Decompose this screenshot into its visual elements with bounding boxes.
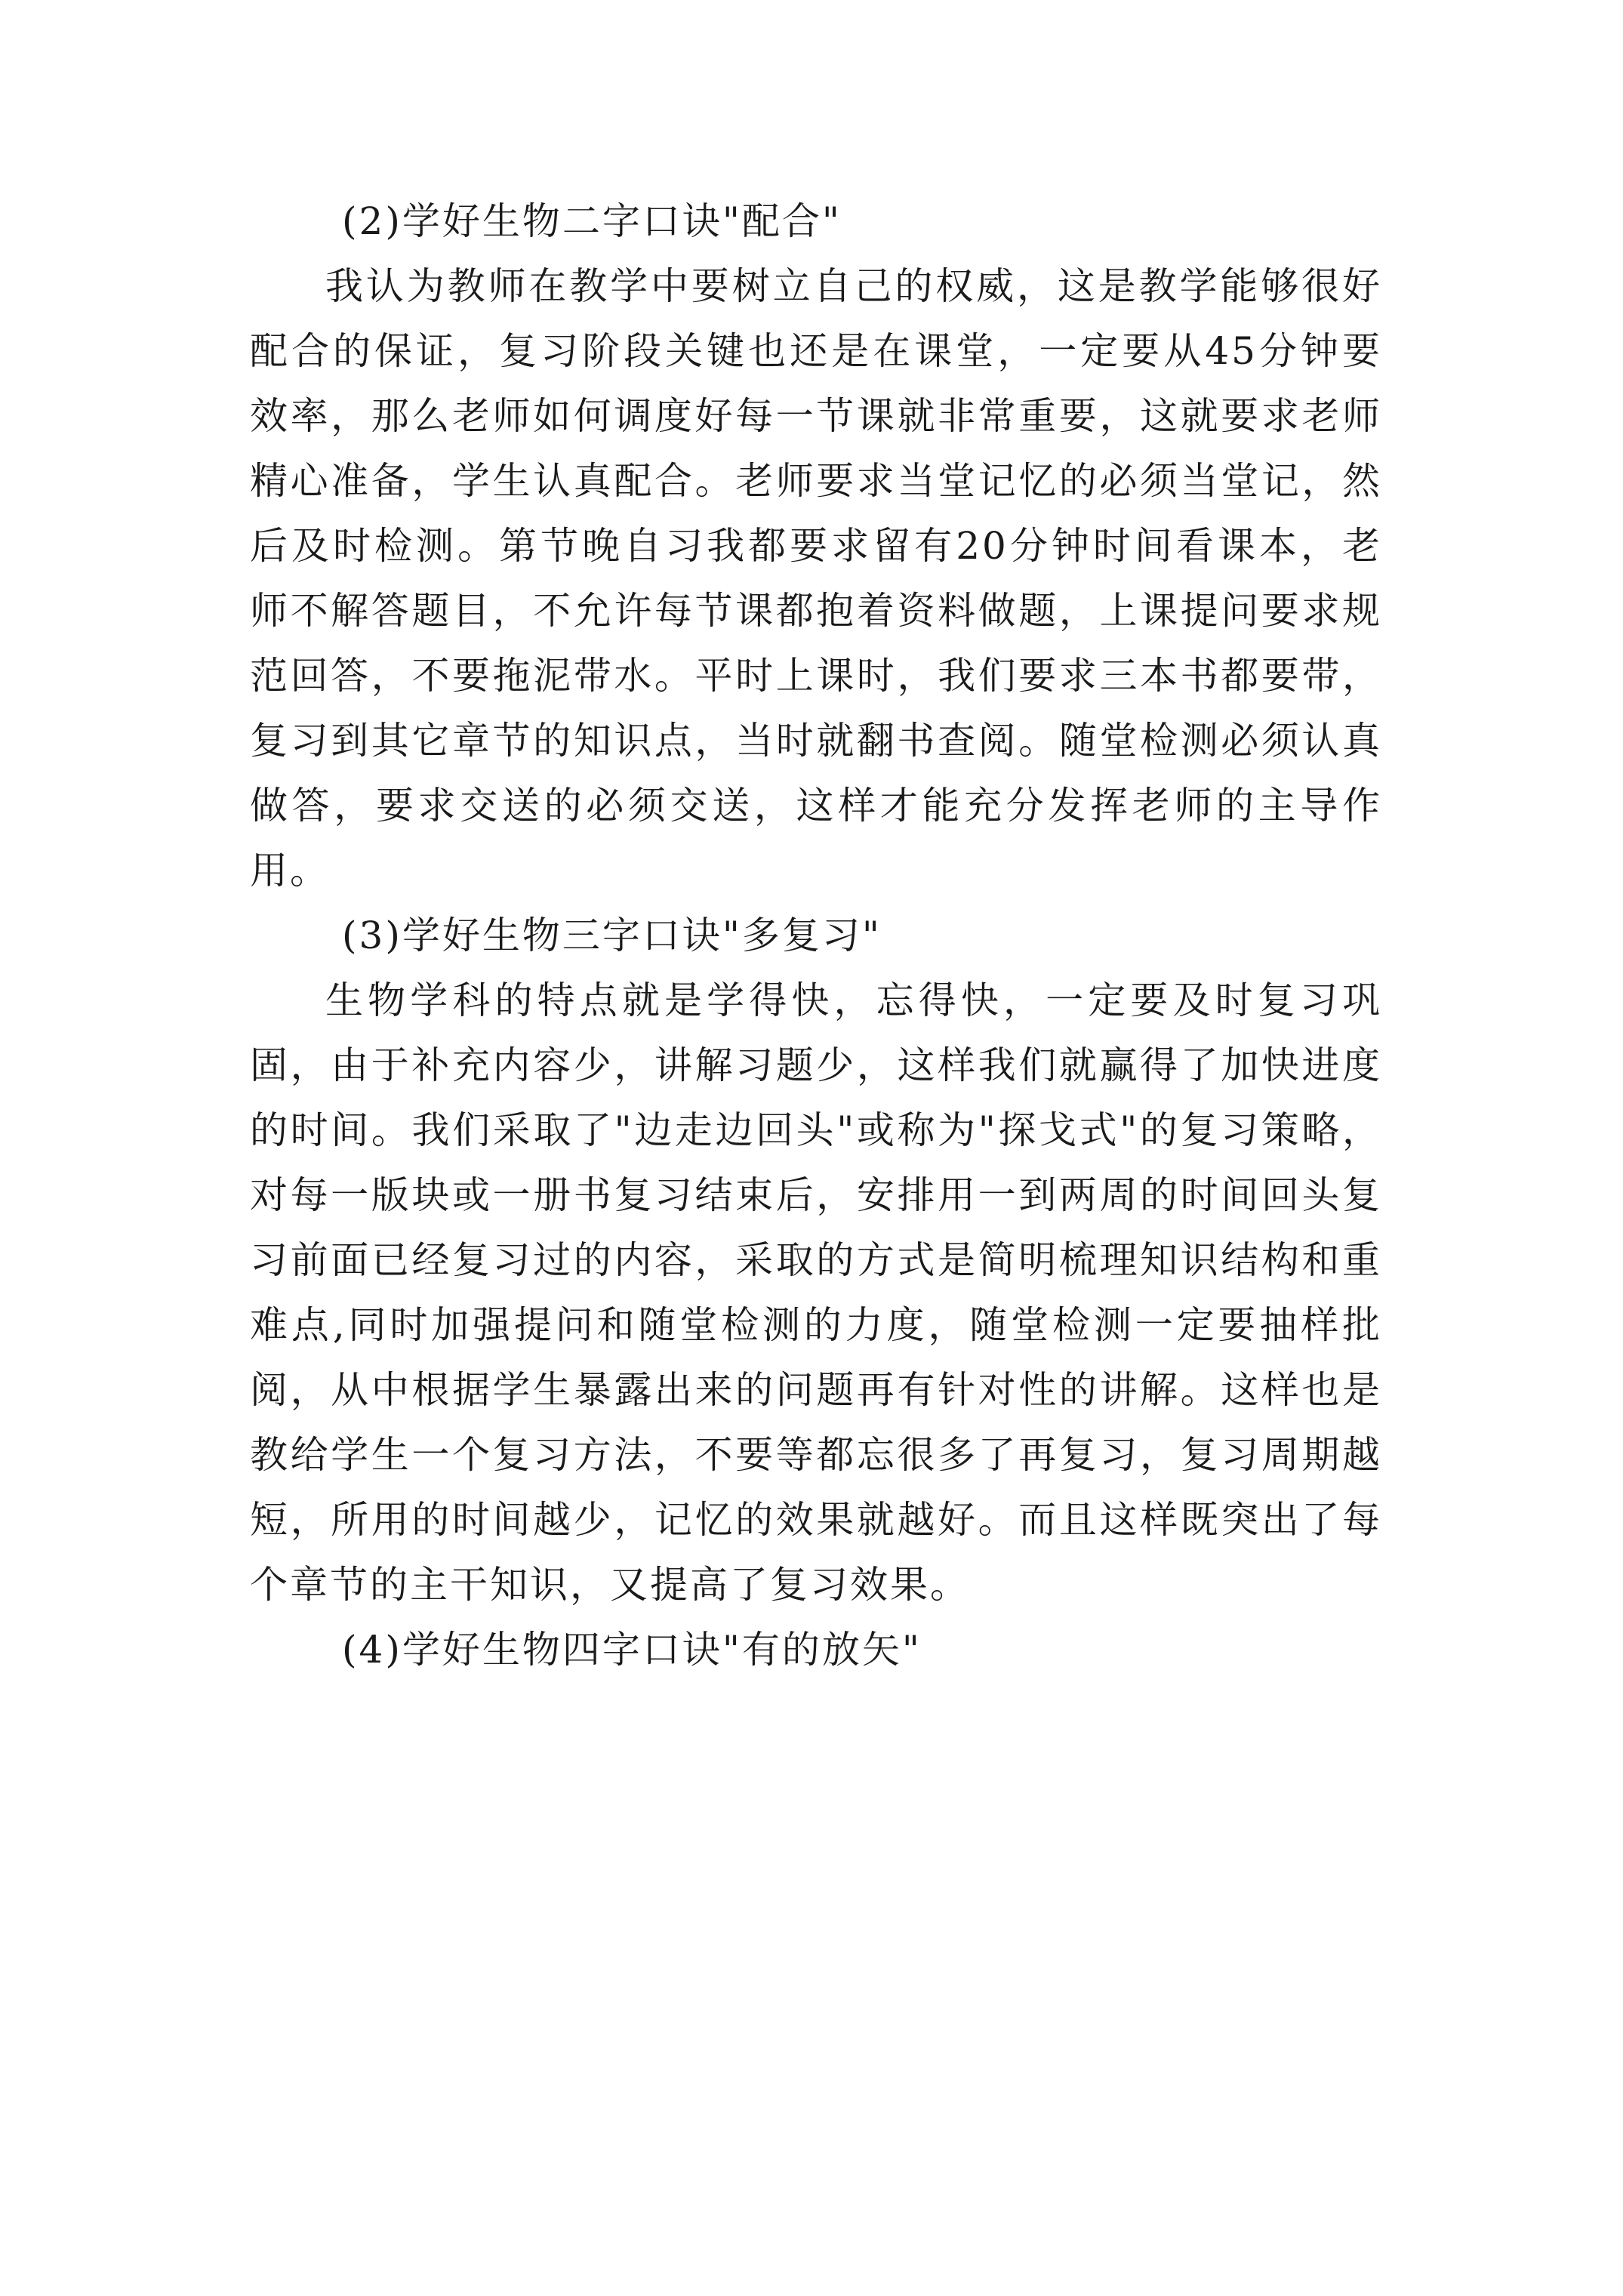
- section-heading-4: (4)学好生物四字口诀"有的放矢": [342, 1628, 922, 1672]
- section-heading-3: (3)学好生物三字口诀"多复习": [342, 914, 882, 957]
- document-body: [250, 189, 1382, 1682]
- paragraph-review: 生物学科的特点就是学得快，忘得快，一定要及时复习巩固，由于补充内容少，讲解习题少，这样我们就赢得了加快进度的时间。我们采取了"边走边回头"或称为"探戈式"的复习策略，对每一版块或一册书复习结束后，安排用一到两周的时间回头复习前面已经复习过的内容，采取的方式是简明梳理知识结构和重难点,同时加强提问和随堂检测的力度，随堂检测一定要抽样批阅，从中根据学生暴露出来的问题再有针对性的讲解。这样也是教给学生一个复习方法，不要等都忘很多了再复习，复习周期越短，所用的时间越少，记忆的效果就越好。而且这样既突出了每个章节的主干知识，又提高了复习效果。: [250, 978, 1382, 1607]
- section-heading-2: (2)学好生物二字口诀"配合": [342, 199, 842, 243]
- paragraph-cooperation: 我认为教师在教学中要树立自己的权威，这是教学能够很好配合的保证，复习阶段关键也还是在课堂，一定要从45分钟要效率，那么老师如何调度好每一节课就非常重要，这就要求老师精心准备，学生认真配合。老师要求当堂记忆的必须当堂记，然后及时检测。第节晚自习我都要求留有20分钟时间看课本，老师不解答题目，不允许每节课都抱着资料做题，上课提问要求规范回答，不要拖泥带水。平时上课时，我们要求三本书都要带，复习到其它章节的知识点，当时就翻书查阅。随堂检测必须认真做答，要求交送的必须交送，这样才能充分发挥老师的主导作用。: [250, 264, 1382, 892]
